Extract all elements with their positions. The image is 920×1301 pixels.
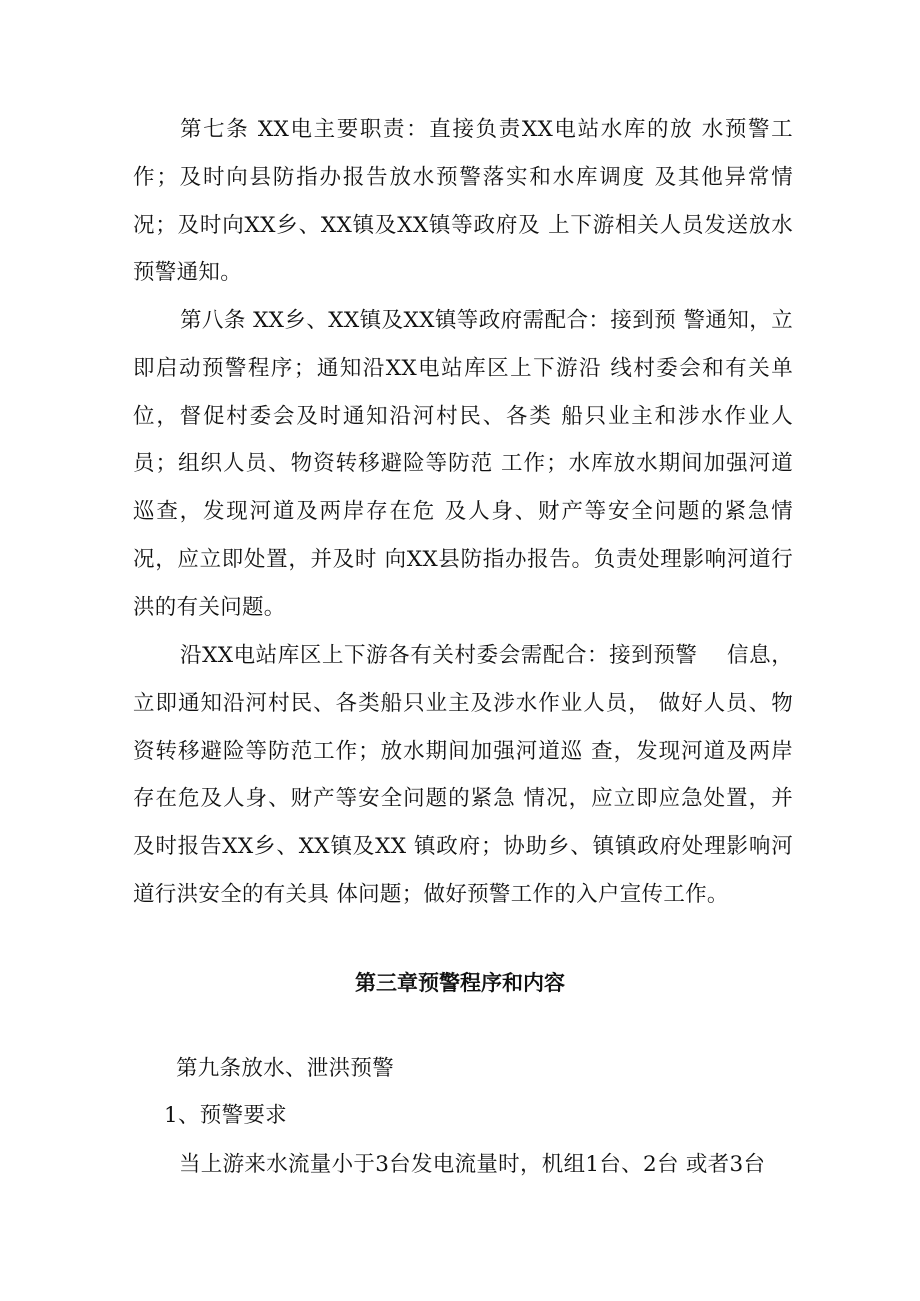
flow-condition-line: 当上游来水流量小于3台发电流量时，机组1台、2台 或者3台 — [179, 1152, 766, 1177]
article-7-paragraph: 第七条 XX电主要职责：直接负责XX电站水库的放 水预警工作；及时向县防指办报告放水预警落实和水库调度 及其他异常情况；及时向XX乡、XX镇及XX镇等政府及 上下游相关人员发送放水预警通知。 — [133, 117, 793, 286]
article-9-title: 第九条放水、泄洪预警 — [176, 1056, 395, 1081]
section-title: 1、预警要求 — [164, 1103, 287, 1128]
village-committee-paragraph: 沿XX电站库区上下游各有关村委会需配合：接到预警 信息，立即通知沿河村民、各类船只业主及涉水作业人员， 做好人员、物资转移避险等防范工作；放水期间加强河道巡 查，发现河道及两岸存在危及人身、财产等安全问题的紧急 情况，应立即应急处置，并及时报告XX乡、XX镇及XX 镇政府；协助乡、镇镇政府处理影响河道行洪安全的有关具 体问题；做好预警工作的入户宣传工作。 — [133, 643, 793, 907]
article-8-paragraph: 第八条 XX乡、XX镇及XX镇等政府需配合：接到预 警通知，立即启动预警程序；通知沿XX电站库区上下游沿 线村委会和有关单位，督促村委会及时通知沿河村民、各类 船只业主和涉水作业人员；组织人员、物资转移避险等防范 工作；水库放水期间加强河道巡查，发现河道及两岸存在危 及人身、财产等安全问题的紧急情况，应立即处置，并及时 向XX县防指办报告。负责处理影响河道行洪的有关问题。 — [133, 308, 793, 620]
chapter-heading: 第三章预警程序和内容 — [355, 971, 565, 995]
